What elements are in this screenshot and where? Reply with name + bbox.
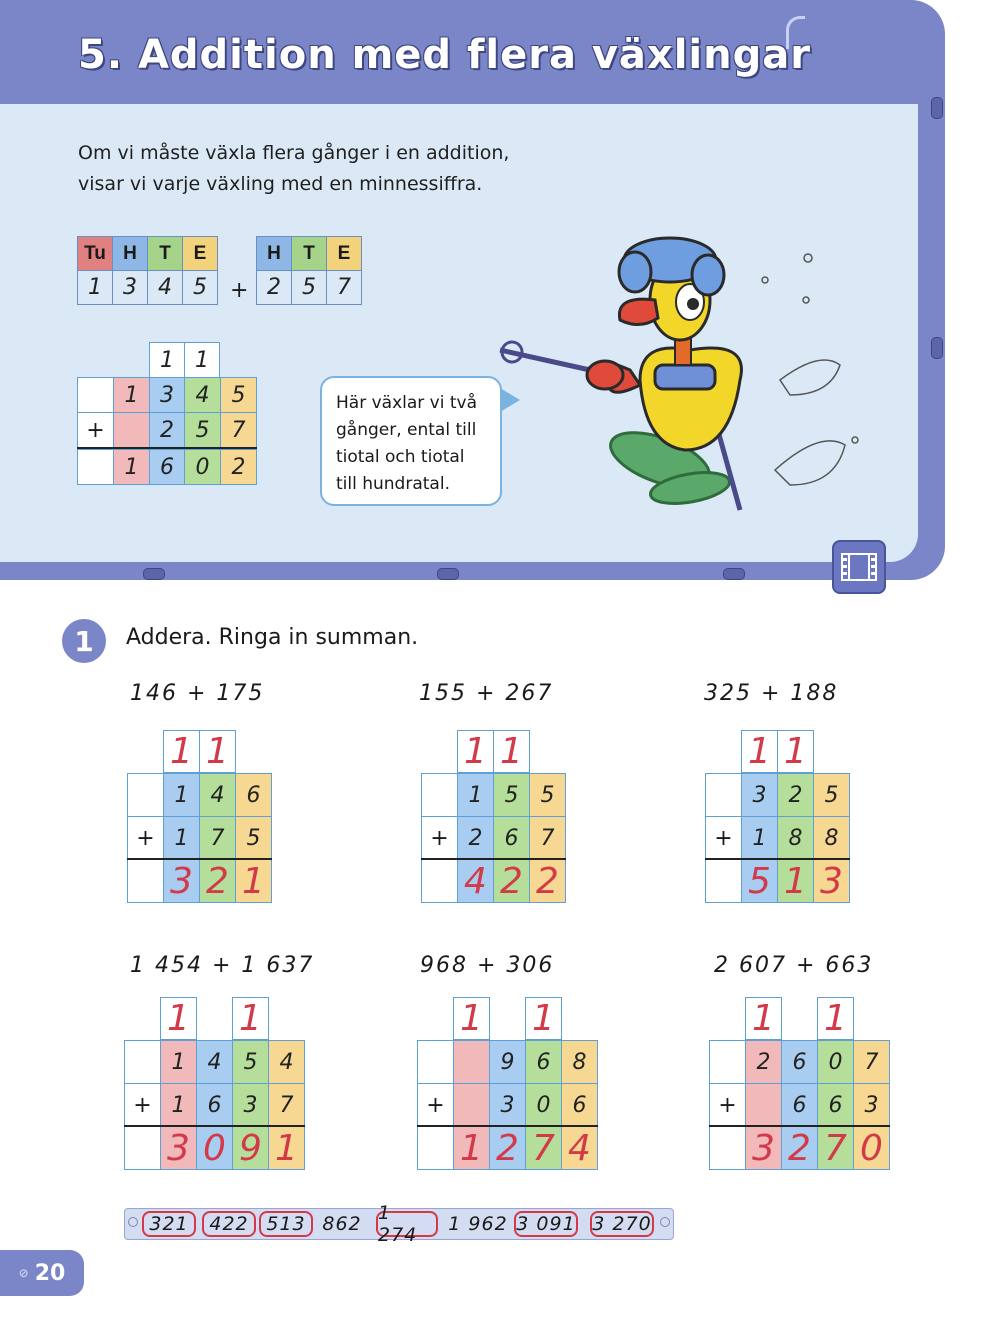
sum-digit: 1 [242,860,265,902]
digit: 6 [572,1092,587,1118]
digit: 5 [243,1049,258,1075]
plus-sign: + [136,825,155,851]
digit: 1 [752,825,767,851]
sum-digit: 2 [500,860,523,902]
digit-cell [232,1040,269,1084]
header-tiotal: T [148,237,183,271]
digit: 0 [536,1092,551,1118]
digit: 5 [504,782,519,808]
bubble-line: Här växlar vi två [336,393,477,413]
answer-option[interactable]: 862 [322,1213,362,1235]
sum-digit: 6 [160,454,174,480]
sum-digit: 0 [203,1127,226,1169]
sum-cell [493,859,530,903]
digit: 5 [195,417,210,443]
carry-cell [232,997,269,1040]
sign-cell [124,1126,161,1170]
digit: 1 [78,271,113,305]
intro-line-1: Om vi måste växla flera gånger i en addition, [78,142,510,164]
digit: 5 [183,271,218,305]
carry-digit: 1 [532,998,555,1039]
sign-cell [709,1040,746,1084]
sum-digit: 4 [568,1127,591,1169]
answer-option[interactable]: 422 [202,1211,256,1237]
digit-cell [113,412,150,448]
sum-cell [745,1126,782,1170]
sum-cell [781,1126,818,1170]
carry-cell [199,730,236,773]
sum-line [77,447,257,449]
digit: 2 [788,782,803,808]
sum-line [127,858,272,860]
frame-decoration [786,16,805,49]
digit-cell [777,773,814,817]
digit: 1 [174,782,189,808]
carry-digit: 1 [824,998,847,1039]
carry-cell [163,730,200,773]
sum-digit: 9 [239,1127,262,1169]
plus-sign: + [230,278,249,303]
bubble-line: tiotal och tiotal [336,447,465,467]
problem-expression: 968 + 306 [420,953,555,978]
plus-sign: + [426,1092,445,1118]
sum-cell [220,449,257,485]
digit-cell [220,412,257,448]
sign-cell [421,816,458,860]
digit-cell [529,773,566,817]
digit: 2 [160,417,174,443]
bolt-icon [143,568,165,580]
plus-sign: + [430,825,449,851]
sum-digit: 2 [496,1127,519,1169]
sum-digit: 0 [860,1127,883,1169]
digit: 9 [500,1049,515,1075]
sum-cell [489,1126,526,1170]
page-number-badge [0,1250,84,1296]
digit-cell [561,1083,598,1127]
sum-cell [813,859,850,903]
digit-cell [163,816,200,860]
page-title: 5. Addition med flera växlingar [78,32,811,78]
sum-line [705,858,850,860]
digit-cell [196,1083,233,1127]
digit-cell [489,1083,526,1127]
sign-cell [705,859,742,903]
bolt-icon: ⊘ [18,1266,29,1280]
digit: 4 [279,1049,294,1075]
sum-cell [525,1126,562,1170]
digit-cell [853,1083,890,1127]
digit: 6 [828,1092,843,1118]
digit: 1 [171,1049,186,1075]
sum-digit: 7 [532,1127,555,1169]
digit: 7 [231,417,246,443]
sum-cell [457,859,494,903]
sum-digit: 1 [124,454,139,480]
digit-cell [268,1040,305,1084]
sign-cell [709,1083,746,1127]
sum-line [709,1125,890,1127]
sum-digit: 3 [167,1127,190,1169]
carry-cell [525,997,562,1040]
digit-cell [268,1083,305,1127]
carry-digit: 1 [167,998,190,1039]
sign-cell [127,859,164,903]
digit-cell [149,377,185,413]
digit: 4 [210,782,225,808]
sign-cell [124,1040,161,1084]
sign-cell [705,816,742,860]
digit: 6 [792,1049,807,1075]
digit: 3 [160,382,174,408]
digit-cell [781,1083,818,1127]
digit-cell [453,1083,490,1127]
sum-cell [199,859,236,903]
bolt-icon [660,1217,670,1227]
digit-cell [160,1040,197,1084]
sign-cell [127,773,164,817]
digit: 3 [243,1092,258,1118]
sum-cell [235,859,272,903]
digit-cell [199,773,236,817]
digit: 5 [540,782,555,808]
sum-digit: 2 [231,454,246,480]
problem-expression: 325 + 188 [704,681,839,706]
carry-cell [453,997,490,1040]
sum-digit: 0 [195,454,210,480]
digit-cell [741,816,778,860]
digit: 3 [500,1092,515,1118]
digit-cell [745,1083,782,1127]
sum-digit: 3 [752,1127,775,1169]
answer-option[interactable]: 3 091 [514,1211,578,1237]
digit: 3 [752,782,767,808]
sum-cell [268,1126,305,1170]
sign-cell [417,1126,454,1170]
header-hundratal: H [113,237,148,271]
digit-cell [853,1040,890,1084]
carry-digit: 1 [752,998,775,1039]
digit-cell [561,1040,598,1084]
sign-cell [421,773,458,817]
plus-sign: + [718,1092,737,1118]
digit: 5 [231,382,246,408]
sum-line [124,1125,305,1127]
carry-cell [745,997,782,1040]
digit: 7 [279,1092,294,1118]
digit-cell [113,377,150,413]
digit: 5 [824,782,839,808]
sum-cell [741,859,778,903]
answer-option[interactable]: 513 [259,1211,313,1237]
digit-cell [493,816,530,860]
digit-cell [813,773,850,817]
digit: 7 [210,825,225,851]
digit: 6 [792,1092,807,1118]
carry-digit: 1 [170,731,193,772]
exercise-number: 1 [62,619,106,663]
plus-sign: + [714,825,733,851]
header-ental: E [183,237,218,271]
exercise-instruction: Addera. Ringa in summan. [126,625,419,650]
sign-cell [77,449,114,485]
digit: 1 [468,782,483,808]
sum-digit: 2 [536,860,559,902]
digit-cell [199,816,236,860]
digit: 7 [327,271,362,305]
digit-cell [817,1083,854,1127]
digit-cell [235,816,272,860]
digit-cell [232,1083,269,1127]
digit-cell [489,1040,526,1084]
digit-cell [220,377,257,413]
digit-cell [777,816,814,860]
carry-digit: 1 [748,731,771,772]
mascot-bird-illustration [490,220,870,530]
digit: 2 [257,271,292,305]
carry-digit: 1 [239,998,262,1039]
digit-cell [817,1040,854,1084]
bubble-line: till hundratal. [336,474,450,494]
sign-cell [127,816,164,860]
digit-cell [745,1040,782,1084]
problem-expression: 1 454 + 1 637 [130,953,315,978]
sum-digit: 4 [464,860,487,902]
digit: 7 [864,1049,879,1075]
digit-cell [149,412,185,448]
digit: 3 [864,1092,879,1118]
bolt-icon [931,337,943,359]
bolt-icon [128,1217,138,1227]
digit-cell [781,1040,818,1084]
carry-digit: 1 [784,731,807,772]
digit-cell [525,1083,562,1127]
video-icon[interactable] [832,540,886,594]
sum-cell [184,449,221,485]
digit-cell [525,1040,562,1084]
digit: 3 [113,271,148,305]
sum-cell [232,1126,269,1170]
sign-cell [421,859,458,903]
digit-cell [529,816,566,860]
sum-cell [149,449,185,485]
sum-cell [113,449,150,485]
header-tusental: Tu [78,237,113,271]
digit: 2 [756,1049,771,1075]
place-value-table-2 [256,236,362,305]
answer-option[interactable]: 321 [142,1211,196,1237]
digit-cell [457,773,494,817]
sum-cell [160,1126,197,1170]
sum-cell [817,1126,854,1170]
problem-expression: 2 607 + 663 [714,953,874,978]
answer-option[interactable]: 1 962 [448,1213,508,1235]
plus-sign: + [133,1092,152,1118]
carry-digit: 1 [206,731,229,772]
digit: 6 [207,1092,222,1118]
problem-expression: 146 + 175 [130,681,265,706]
digit: 5 [292,271,327,305]
sign-cell [705,773,742,817]
sum-cell [529,859,566,903]
problem-expression: 155 + 267 [419,681,554,706]
digit-cell [184,412,221,448]
page-number: 20 [34,1260,66,1286]
digit: 8 [824,825,839,851]
carry-cell [160,997,197,1040]
sign-cell [417,1040,454,1084]
digit: 8 [788,825,803,851]
digit-cell [813,816,850,860]
digit: 4 [207,1049,222,1075]
digit-cell [235,773,272,817]
sum-line [417,1125,598,1127]
bolt-icon [723,568,745,580]
sign-cell [124,1083,161,1127]
plus-sign: + [86,417,105,443]
speech-bubble [320,376,502,506]
digit-cell [163,773,200,817]
sum-digit: 1 [460,1127,483,1169]
carry-cell [493,730,530,773]
carry-digit: 1 [160,347,174,373]
digit: 1 [171,1092,186,1118]
digit: 5 [246,825,261,851]
sign-cell [417,1083,454,1127]
sum-digit: 2 [206,860,229,902]
sign-cell [77,412,114,448]
sum-digit: 3 [820,860,843,902]
sum-cell [196,1126,233,1170]
digit: 6 [246,782,261,808]
digit: 4 [148,271,183,305]
digit: 6 [536,1049,551,1075]
header-tiotal: T [292,237,327,271]
digit: 1 [174,825,189,851]
sign-cell [77,377,114,413]
digit: 0 [828,1049,843,1075]
sum-cell [453,1126,490,1170]
carry-cell [184,342,220,378]
digit: 6 [504,825,519,851]
carry-digit: 1 [195,347,209,373]
bolt-icon [931,97,943,119]
sum-digit: 5 [748,860,771,902]
carry-digit: 1 [460,998,483,1039]
sum-digit: 1 [275,1127,298,1169]
sign-cell [709,1126,746,1170]
sum-cell [853,1126,890,1170]
digit-cell [493,773,530,817]
digit: 7 [540,825,555,851]
sum-digit: 7 [824,1127,847,1169]
digit: 4 [195,382,210,408]
digit-cell [160,1083,197,1127]
sum-cell [777,859,814,903]
sum-line [421,858,566,860]
carry-cell [457,730,494,773]
header-ental: E [327,237,362,271]
digit: 1 [124,382,139,408]
digit-cell [741,773,778,817]
answer-option[interactable]: 3 270 [590,1211,654,1237]
digit-cell [184,377,221,413]
bolt-icon [437,568,459,580]
digit-cell [457,816,494,860]
carry-cell [817,997,854,1040]
header-hundratal: H [257,237,292,271]
digit: 2 [468,825,483,851]
sum-cell [163,859,200,903]
sum-cell [561,1126,598,1170]
intro-line-2: visar vi varje växling med en minnessiffra. [78,173,483,195]
carry-cell [741,730,778,773]
sum-digit: 2 [788,1127,811,1169]
carry-digit: 1 [464,731,487,772]
carry-digit: 1 [500,731,523,772]
sum-digit: 3 [170,860,193,902]
sum-digit: 1 [784,860,807,902]
carry-cell [777,730,814,773]
digit: 8 [572,1049,587,1075]
bubble-line: gånger, ental till [336,420,477,440]
digit-cell [453,1040,490,1084]
digit-cell [196,1040,233,1084]
answer-option[interactable]: 1 274 [376,1211,438,1237]
carry-cell [149,342,185,378]
place-value-table-1 [77,236,218,305]
